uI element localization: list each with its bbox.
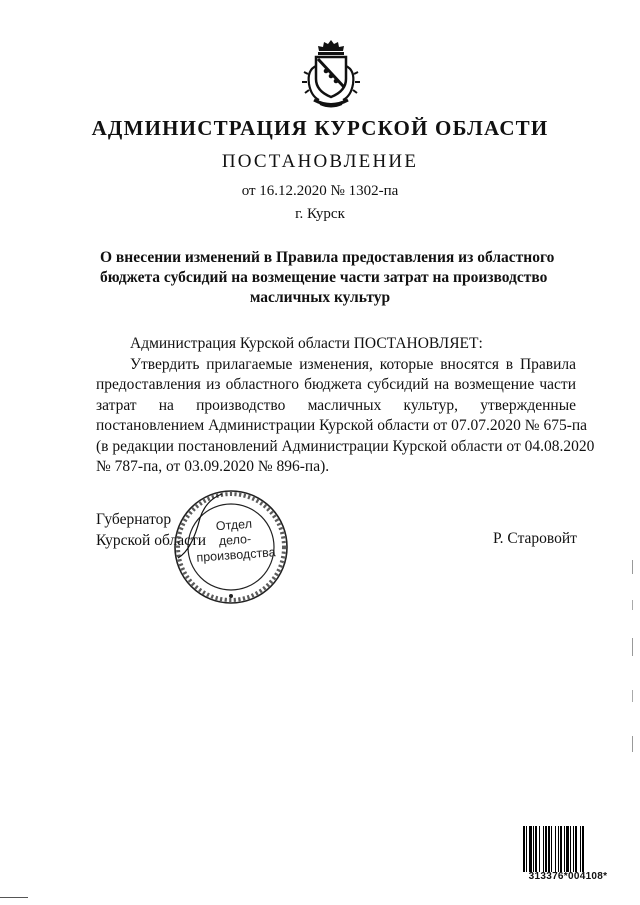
- body-line: № 787-па, от 03.09.2020 № 896-па).: [96, 458, 330, 475]
- stamp-text: [189, 515, 282, 566]
- body-line: затрат на производство масличных культур, утвержденные: [96, 396, 576, 414]
- barcode-number: 313376*004108*: [528, 871, 608, 882]
- scan-edge-marks: [632, 560, 634, 780]
- scan-edge-line: [0, 897, 28, 898]
- title-line: бюджета субсидий на возмещение части затрат на производство: [100, 269, 548, 286]
- stamp-line: производства: [195, 545, 277, 565]
- document-body: [96, 334, 595, 478]
- body-line: постановлением Администрации Курской области от 07.07.2020 № 675-па: [96, 417, 588, 434]
- body-line: предоставления из областного бюджета субсидий на возмещение части: [96, 376, 576, 393]
- document-title: [100, 248, 555, 308]
- document-date-number: от 16.12.2020 № 1302-па: [241, 183, 399, 199]
- signatory-name: Р. Старовойт: [493, 530, 577, 547]
- organization-name: АДМИНИСТРАЦИЯ КУРСКОЙ ОБЛАСТИ: [91, 116, 549, 140]
- stamp-line: дело-: [218, 531, 252, 549]
- signatory-title-line: Губернатор: [96, 511, 172, 528]
- coat-of-arms-icon: [300, 38, 362, 110]
- barcode-icon: [522, 826, 614, 872]
- title-line: масличных культур: [249, 289, 391, 306]
- body-line: Утвердить прилагаемые изменения, которые вносятся в Правила: [130, 355, 576, 373]
- signatory-title-line: Курской области: [96, 531, 207, 549]
- document-type: ПОСТАНОВЛЕНИЕ: [221, 151, 419, 172]
- stamp-line: Отдел: [215, 516, 253, 534]
- title-line: О внесении изменений в Правила предоставления из областного: [100, 249, 555, 266]
- document-city: г. Курск: [295, 206, 345, 222]
- body-intro: Администрация Курской области ПОСТАНОВЛЯЕТ:: [130, 335, 483, 352]
- body-line: (в редакции постановлений Администрации Курской области от 04.08.2020: [96, 437, 595, 455]
